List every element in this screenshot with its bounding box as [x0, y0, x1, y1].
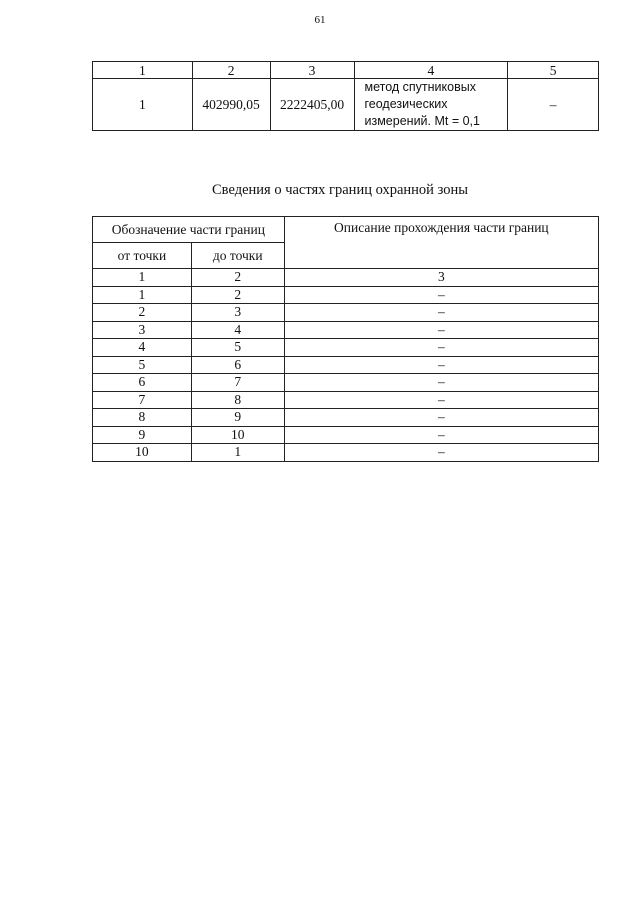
coordinates-header-row	[93, 62, 599, 79]
table-row	[93, 374, 599, 392]
description-cell: –	[284, 321, 598, 339]
description-cell: –	[284, 391, 598, 409]
from-point-cell: 1	[93, 286, 192, 304]
point-number-cell: 1	[93, 79, 193, 131]
section-title: Сведения о частях границ охранной зоны	[212, 182, 468, 198]
to-point-cell: 8	[191, 391, 284, 409]
to-point-cell: 3	[191, 304, 284, 322]
to-point-cell: 10	[191, 426, 284, 444]
table-row	[93, 304, 599, 322]
from-point-header: от точки	[93, 243, 192, 269]
table-row	[93, 409, 599, 427]
description-cell: –	[284, 409, 598, 427]
from-point-cell: 7	[93, 391, 192, 409]
description-header: Описание прохождения части границ	[284, 217, 598, 269]
description-cell: –	[284, 426, 598, 444]
to-point-cell: 6	[191, 356, 284, 374]
column-number-2: 2	[192, 62, 270, 79]
to-point-cell: 2	[191, 286, 284, 304]
description-cell: –	[284, 356, 598, 374]
method-line: геодезических	[364, 97, 448, 111]
to-point-cell: 5	[191, 339, 284, 357]
method-line: метод спутниковых	[364, 80, 476, 94]
column-number-1: 1	[93, 269, 192, 287]
table-row	[93, 444, 599, 462]
from-point-cell: 5	[93, 356, 192, 374]
column-number-1: 1	[93, 62, 193, 79]
table-row	[93, 79, 599, 131]
from-point-cell: 2	[93, 304, 192, 322]
page-number: 61	[314, 14, 326, 26]
description-cell: –	[284, 444, 598, 462]
description-cell: –	[284, 304, 598, 322]
from-point-cell: 9	[93, 426, 192, 444]
table-row	[93, 356, 599, 374]
column-number-4: 4	[354, 62, 508, 79]
column-number-5: 5	[508, 62, 599, 79]
column-number-row	[93, 269, 599, 287]
to-point-header: до точки	[191, 243, 284, 269]
table-row	[93, 426, 599, 444]
to-point-cell: 4	[191, 321, 284, 339]
description-cell: –	[284, 339, 598, 357]
from-point-cell: 8	[93, 409, 192, 427]
table-row	[93, 321, 599, 339]
to-point-cell: 9	[191, 409, 284, 427]
parts-table-body	[93, 286, 599, 461]
table-row	[93, 339, 599, 357]
to-point-cell: 1	[191, 444, 284, 462]
method-line: измерений. Mt = 0,1	[364, 114, 480, 128]
description-cell: –	[284, 286, 598, 304]
column-number-3: 3	[284, 269, 598, 287]
coordinate-y-cell: 2222405,00	[270, 79, 354, 131]
table-row	[93, 391, 599, 409]
description-cell: –	[284, 374, 598, 392]
table-row	[93, 286, 599, 304]
to-point-cell: 7	[191, 374, 284, 392]
from-point-cell: 10	[93, 444, 192, 462]
from-point-cell: 3	[93, 321, 192, 339]
note-cell: –	[508, 79, 599, 131]
boundary-parts-table	[92, 216, 599, 462]
column-number-3: 3	[270, 62, 354, 79]
from-point-cell: 4	[93, 339, 192, 357]
coordinate-x-cell: 402990,05	[192, 79, 270, 131]
method-cell	[354, 79, 508, 131]
from-point-cell: 6	[93, 374, 192, 392]
parts-header-row	[93, 217, 599, 243]
column-number-2: 2	[191, 269, 284, 287]
designation-header: Обозначение части границ	[93, 217, 285, 243]
coordinates-table	[92, 61, 599, 131]
